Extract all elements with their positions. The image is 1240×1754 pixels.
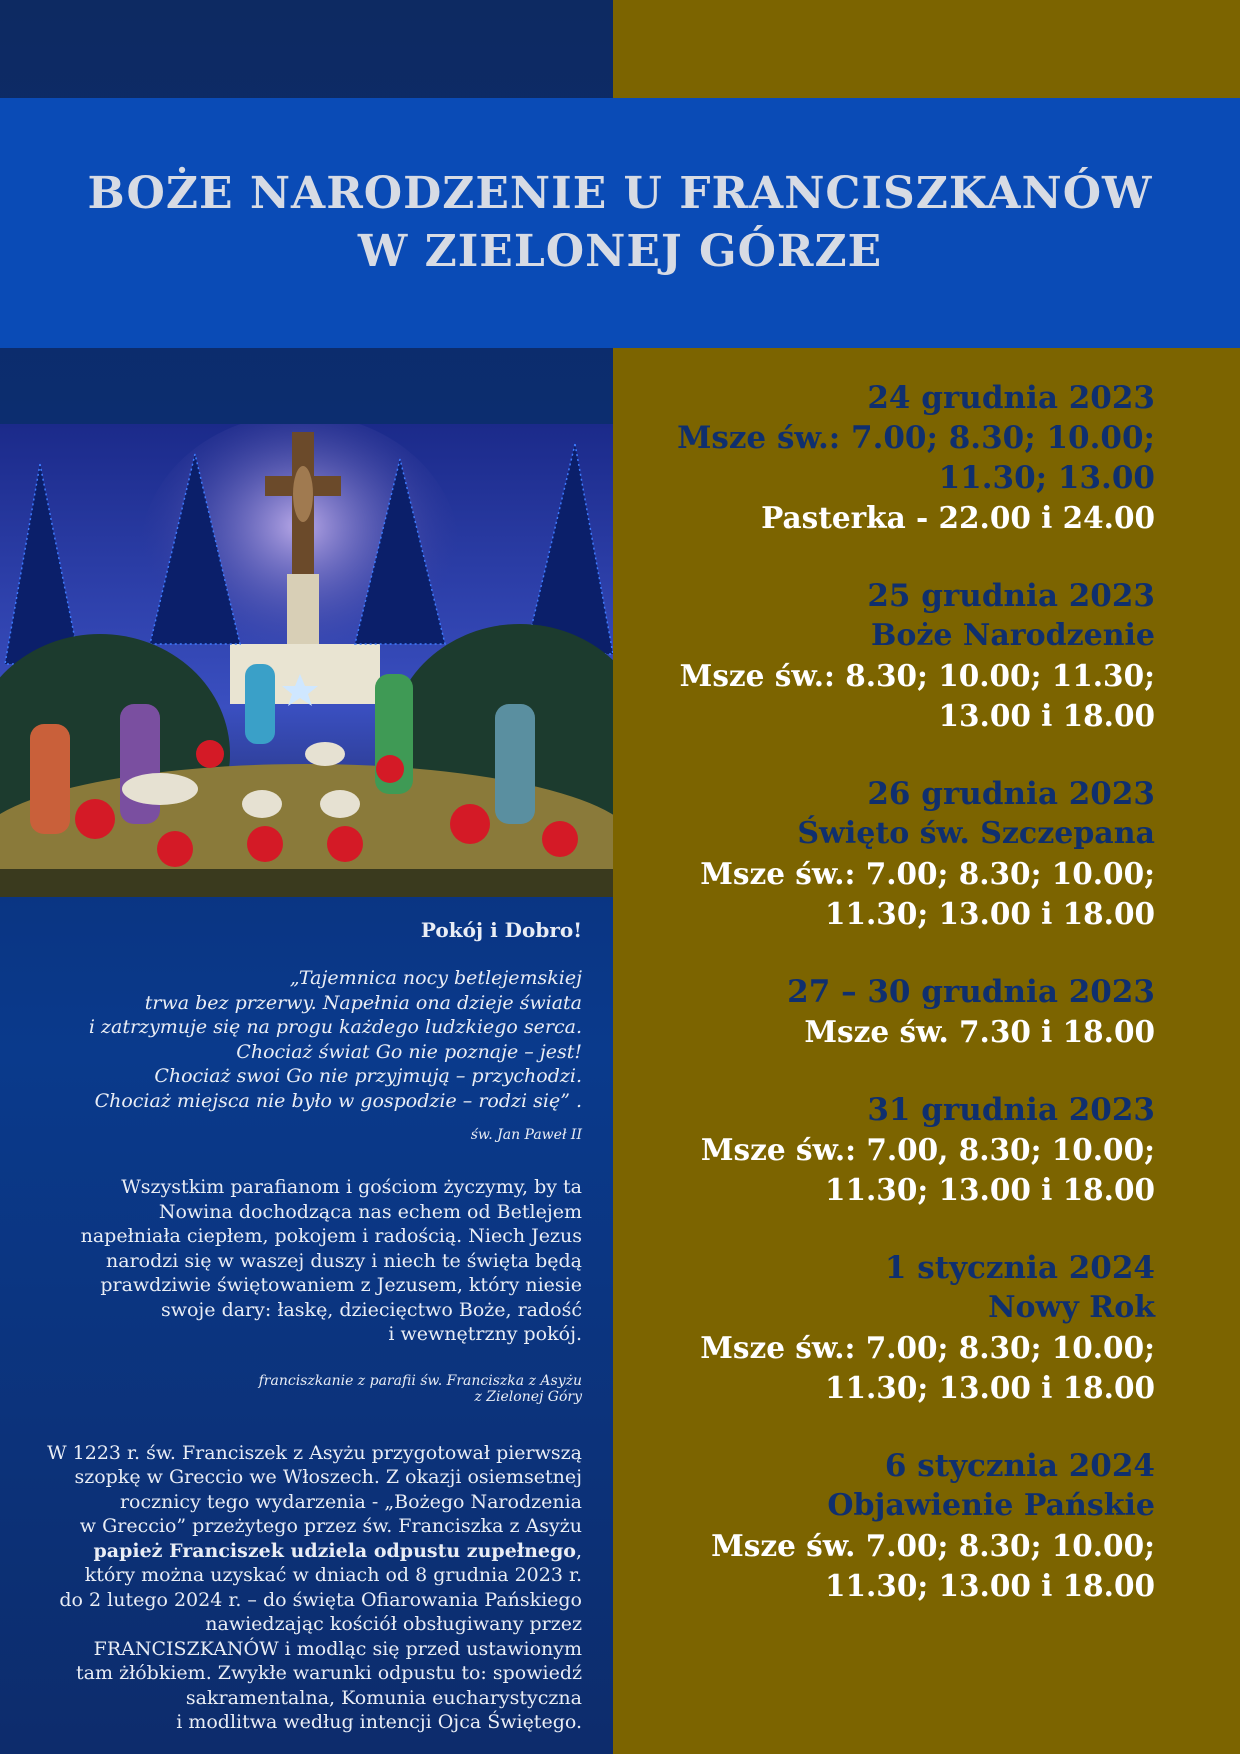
schedule-masses: 11.30; 13.00 i 18.00 [824, 1370, 1155, 1405]
title-band [0, 98, 1240, 348]
christmas-wishes [20, 1175, 582, 1347]
quote-line: trwa bez przerwy. Napełnia ona dzieje świata [144, 991, 582, 1014]
indulgence-line: sakramentalna, Komunia eucharystyczna [185, 1686, 582, 1709]
wish-line: narodzi się w waszej duszy i niech te święta będą [106, 1249, 582, 1272]
indulgence-line: W 1223 r. św. Franciszek z Asyżu przygotował pierwszą [47, 1441, 582, 1464]
schedule-masses: Msze św.: 7.00; 8.30; 10.00; [677, 420, 1155, 456]
schedule-feast: Objawienie Pańskie [827, 1488, 1155, 1523]
schedule-masses: Msze św.: 8.30; 10.00; 11.30; [679, 658, 1155, 693]
indulgence-line: który można uzyskać w dniach od 8 grudnia 2023 r. [84, 1564, 582, 1586]
left-text-column [20, 918, 582, 1735]
schedule-masses: 11.30; 13.00 [938, 460, 1155, 496]
quote-line: i zatrzymuje się na progu każdego ludzkiego serca. [88, 1016, 582, 1038]
signature [20, 1373, 582, 1405]
quote-line: Chociaż swoi Go nie przyjmują – przychodzi. [154, 1065, 582, 1087]
schedule-masses: Msze św.: 7.00; 8.30; 10.00; [700, 856, 1155, 891]
schedule-feast: Święto św. Szczepana [797, 816, 1155, 851]
indulgence-line: nawiedzając kościół obsługiwany przez [205, 1613, 582, 1635]
schedule-feast: Boże Narodzenie [870, 618, 1155, 653]
schedule-entry-1-jan [595, 1248, 1155, 1408]
indulgence-line: szopkę w Greccio we Włoszech. Z okazji osiemsetnej [74, 1466, 582, 1488]
page-title-line-2: W ZIELONEJ GÓRZE [357, 226, 883, 277]
schedule-date: 6 stycznia 2024 [884, 1448, 1155, 1484]
schedule-midnight-mass: Pasterka - 22.00 i 24.00 [761, 500, 1155, 535]
indulgence-line: do 2 lutego 2024 r. – do święta Ofiarowania Pańskiego [59, 1588, 582, 1611]
indulgence-line: rocznicy tego wydarzenia - „Bożego Narodzenia [119, 1490, 582, 1513]
quote-line: Chociaż miejsca nie było w gospodzie – rodzi się” . [94, 1089, 582, 1112]
schedule-entry-25-dec [595, 576, 1155, 736]
wish-line: Nowina dochodząca nas echem od Betlejem [158, 1200, 582, 1223]
quote-author: św. Jan Paweł II [470, 1127, 582, 1143]
nativity-scene-image [0, 424, 613, 897]
greeting: Pokój i Dobro! [420, 918, 582, 942]
wish-line: prawdziwie świętowaniem z Jezusem, który niesie [100, 1274, 582, 1296]
indulgence-highlight: papież Franciszek udziela odpustu zupełnego [93, 1539, 576, 1562]
schedule-masses: Msze św. 7.30 i 18.00 [804, 1014, 1155, 1049]
indulgence-text [20, 1441, 582, 1735]
schedule-date: 24 grudnia 2023 [867, 380, 1155, 416]
schedule-entry-26-dec [595, 774, 1155, 934]
schedule-date: 27 – 30 grudnia 2023 [787, 974, 1155, 1010]
schedule-masses: Msze św. 7.00; 8.30; 10.00; [711, 1528, 1155, 1563]
indulgence-line [20, 1539, 582, 1564]
quote [20, 966, 582, 1113]
quote-line: Chociaż świat Go nie poznaje – jest! [236, 1040, 582, 1063]
schedule-date: 25 grudnia 2023 [867, 578, 1155, 614]
schedule-masses: Msze św.: 7.00; 8.30; 10.00; [700, 1330, 1155, 1365]
wish-line: swoje dary: łaskę, dziecięctwo Boże, radość [160, 1298, 582, 1321]
mass-schedule [595, 378, 1155, 1644]
schedule-masses: 11.30; 13.00 i 18.00 [824, 896, 1155, 931]
schedule-masses: 11.30; 13.00 i 18.00 [824, 1172, 1155, 1207]
indulgence-line: w Greccio” przeżytego przez św. Franciszka z Asyżu [79, 1515, 582, 1537]
schedule-date: 26 grudnia 2023 [867, 776, 1155, 812]
schedule-date: 31 grudnia 2023 [867, 1092, 1155, 1128]
indulgence-line: tam żłóbkiem. Zwykłe warunki odpustu to: spowiedź [76, 1662, 582, 1684]
schedule-feast: Nowy Rok [988, 1290, 1155, 1325]
signature-line: franciszkanie z parafii św. Franciszka z Asyżu [258, 1372, 582, 1389]
schedule-entry-27-30-dec [595, 972, 1155, 1052]
indulgence-line: i modlitwa według intencji Ojca Świętego. [176, 1711, 582, 1733]
quote-line: „Tajemnica nocy betlejemskiej [289, 967, 582, 989]
wish-line: i wewnętrzny pokój. [388, 1323, 582, 1345]
schedule-masses: 11.30; 13.00 i 18.00 [824, 1568, 1155, 1603]
wish-line: Wszystkim parafianom i gościom życzymy, by ta [121, 1176, 582, 1198]
schedule-entry-31-dec [595, 1090, 1155, 1210]
wish-line: napełniała ciepłem, pokojem i radością. Niech Jezus [80, 1225, 582, 1247]
indulgence-comma: , [575, 1539, 582, 1562]
schedule-masses: 13.00 i 18.00 [938, 698, 1155, 733]
page-title-line-1: BOŻE NARODZENIE U FRANCISZKANÓW [87, 168, 1153, 219]
schedule-entry-24-dec [595, 378, 1155, 538]
schedule-date: 1 stycznia 2024 [884, 1250, 1155, 1286]
schedule-entry-6-jan [595, 1446, 1155, 1606]
schedule-masses: Msze św.: 7.00, 8.30; 10.00; [700, 1132, 1155, 1167]
indulgence-line: FRANCISZKANÓW i modląc się przed ustawionym [93, 1637, 582, 1660]
signature-line: z Zielonej Góry [474, 1388, 582, 1405]
